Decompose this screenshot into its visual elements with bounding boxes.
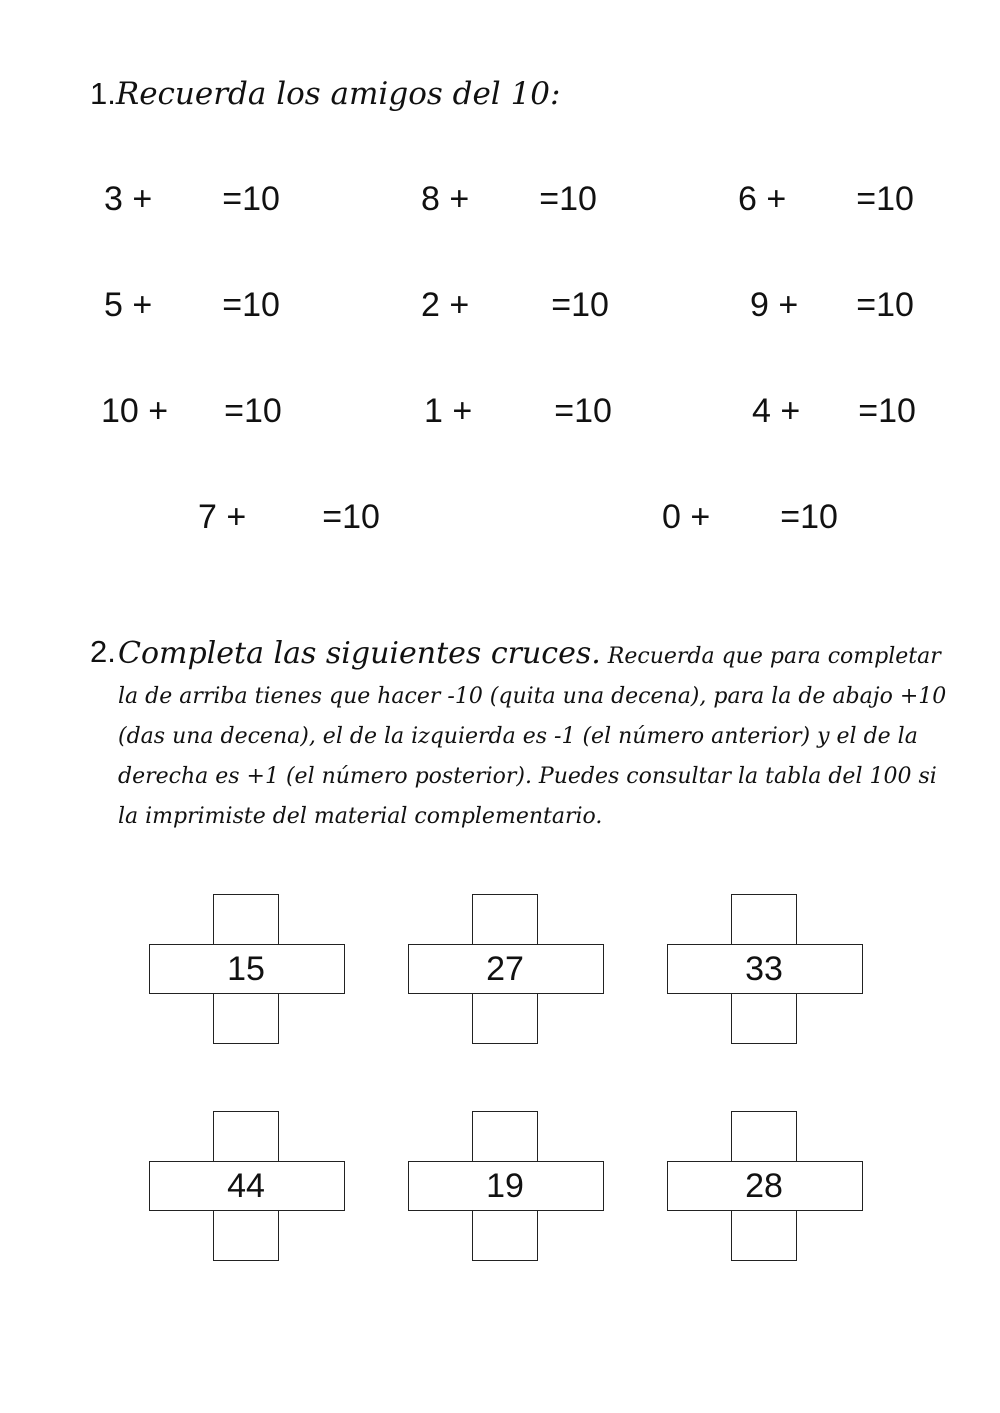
section-2-text — [118, 634, 963, 837]
number-cross — [408, 1111, 604, 1261]
section-2-heading — [90, 634, 116, 670]
answer-blank[interactable] — [800, 398, 858, 428]
equation — [421, 180, 597, 219]
cross-center-number: 19 — [472, 1161, 538, 1211]
equation-addend: 5 + — [104, 286, 153, 324]
section-2-instructions: Recuerda que para completar la de arriba tienes que hacer -10 (quita una decena), para la de abajo +10 (das una decena), el de la izquierda es -1 (el número anterior) y el de la derecha es +1 (el número posterior). Puedes consultar la tabla del 100 si la imprimiste del material complementario. — [118, 644, 947, 829]
cross-left-cell[interactable] — [149, 1161, 215, 1211]
equation-addend: 0 + — [662, 498, 711, 536]
equation-addend: 4 + — [752, 392, 801, 430]
equation-result: =10 — [222, 286, 280, 324]
equation-result: =10 — [539, 180, 597, 218]
cross-bottom-cell[interactable] — [213, 993, 279, 1044]
cross-right-cell[interactable] — [536, 944, 604, 994]
cross-bottom-cell[interactable] — [731, 993, 797, 1044]
equation — [104, 180, 280, 219]
equation-addend: 9 + — [750, 286, 799, 324]
section-2-title: Completa las siguientes cruces. — [118, 636, 601, 671]
equation-result: =10 — [856, 286, 914, 324]
equation — [750, 286, 914, 325]
cross-top-cell[interactable] — [731, 1111, 797, 1162]
equation-addend: 8 + — [421, 180, 470, 218]
equation — [198, 498, 380, 537]
equation — [421, 286, 609, 325]
cross-left-cell[interactable] — [667, 1161, 733, 1211]
equation — [101, 392, 282, 431]
equation-result: =10 — [222, 180, 280, 218]
cross-top-cell[interactable] — [731, 894, 797, 945]
cross-left-cell[interactable] — [149, 944, 215, 994]
equation-result: =10 — [224, 392, 282, 430]
equation-addend: 1 + — [424, 392, 473, 430]
cross-top-cell[interactable] — [213, 1111, 279, 1162]
equation — [738, 180, 914, 219]
equation — [104, 286, 280, 325]
equation-addend: 2 + — [421, 286, 470, 324]
equation-result: =10 — [780, 498, 838, 536]
equation — [752, 392, 916, 431]
cross-left-cell[interactable] — [667, 944, 733, 994]
cross-right-cell[interactable] — [795, 944, 863, 994]
cross-bottom-cell[interactable] — [472, 993, 538, 1044]
cross-right-cell[interactable] — [277, 944, 345, 994]
equation-result: =10 — [322, 498, 380, 536]
cross-bottom-cell[interactable] — [213, 1210, 279, 1261]
cross-left-cell[interactable] — [408, 944, 474, 994]
cross-center-number: 28 — [731, 1161, 797, 1211]
answer-blank[interactable] — [786, 186, 856, 216]
equation-addend: 10 + — [101, 392, 169, 430]
number-cross — [149, 894, 345, 1044]
equation — [662, 498, 838, 537]
equation — [424, 392, 612, 431]
equation-result: =10 — [858, 392, 916, 430]
cross-center-number: 33 — [731, 944, 797, 994]
number-cross — [149, 1111, 345, 1261]
answer-blank[interactable] — [168, 398, 224, 428]
cross-right-cell[interactable] — [795, 1161, 863, 1211]
cross-top-cell[interactable] — [472, 894, 538, 945]
answer-blank[interactable] — [710, 504, 780, 534]
answer-blank[interactable] — [469, 292, 551, 322]
equation-addend: 7 + — [198, 498, 247, 536]
equation-result: =10 — [551, 286, 609, 324]
cross-center-number: 44 — [213, 1161, 279, 1211]
equation-result: =10 — [554, 392, 612, 430]
cross-top-cell[interactable] — [213, 894, 279, 945]
equation-result: =10 — [856, 180, 914, 218]
answer-blank[interactable] — [798, 292, 856, 322]
answer-blank[interactable] — [246, 504, 322, 534]
cross-center-number: 27 — [472, 944, 538, 994]
number-cross — [667, 894, 863, 1044]
equation-addend: 3 + — [104, 180, 153, 218]
answer-blank[interactable] — [152, 292, 222, 322]
section-1-title: Recuerda los amigos del 10: — [115, 76, 561, 112]
number-cross — [408, 894, 604, 1044]
answer-blank[interactable] — [152, 186, 222, 216]
equation-addend: 6 + — [738, 180, 787, 218]
number-cross — [667, 1111, 863, 1261]
section-1-number: 1. — [90, 76, 116, 111]
cross-left-cell[interactable] — [408, 1161, 474, 1211]
answer-blank[interactable] — [469, 186, 539, 216]
section-2-number: 2. — [90, 634, 116, 669]
cross-top-cell[interactable] — [472, 1111, 538, 1162]
cross-right-cell[interactable] — [277, 1161, 345, 1211]
answer-blank[interactable] — [472, 398, 554, 428]
cross-bottom-cell[interactable] — [472, 1210, 538, 1261]
cross-bottom-cell[interactable] — [731, 1210, 797, 1261]
cross-right-cell[interactable] — [536, 1161, 604, 1211]
cross-center-number: 15 — [213, 944, 279, 994]
section-1-heading — [90, 76, 560, 112]
